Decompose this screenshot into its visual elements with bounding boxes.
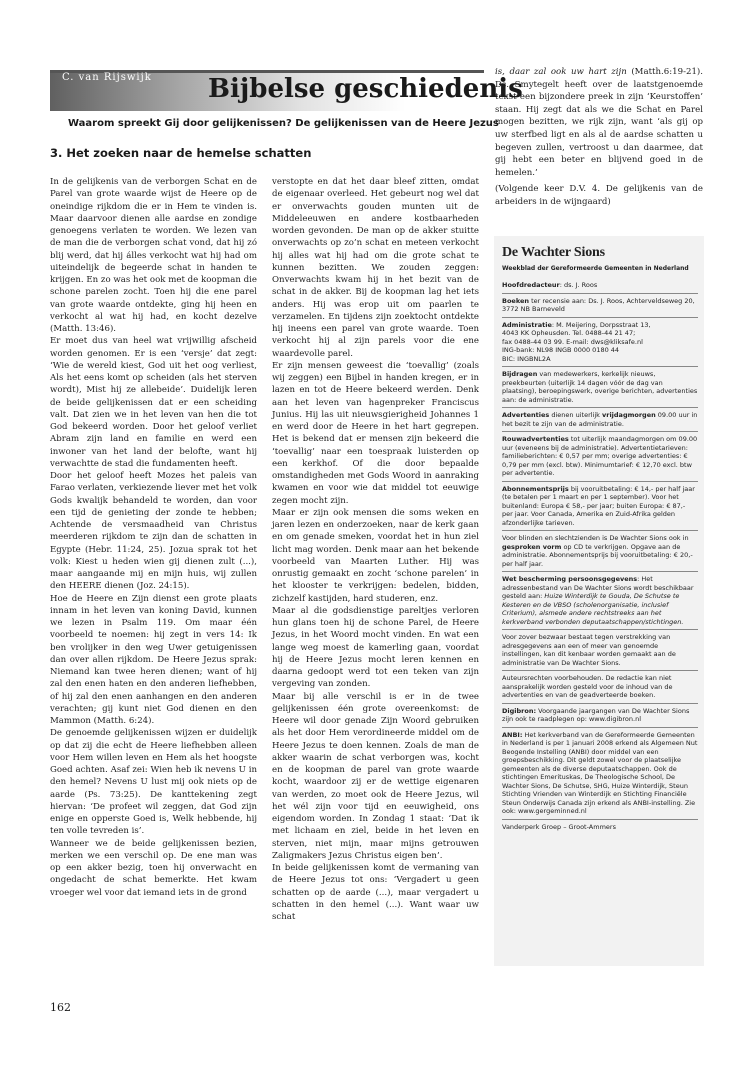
label: Administratie: [502, 320, 552, 329]
value: : Het adressenbestand van De Wachter Sions wordt beschikbaar gesteld aan:: [502, 575, 694, 600]
page-subtitle: Waarom spreekt Gij door gelijkenissen? De gelijkenissen van de Heere Jezus: [68, 118, 499, 129]
label: Digibron:: [502, 706, 537, 715]
colophon-auteursrecht: Auteursrechten voorbehouden. De redactie kan niet aansprakelijk worden gesteld voor de inhoud van de advertenties en van de geadverteerde boeken.: [502, 671, 698, 704]
value: van medewerkers, kerkelijk nieuws, preekbeurten (uiterlijk 14 dagen vóór de dag van plaatsing), beroepingswerk, overige berichten, advertenties aan: de administratie.: [502, 370, 698, 404]
label: Rouwadvertenties: [502, 435, 569, 443]
article-paragraph: Maar bij alle verschil is er in de twee gelijkenissen één grote overeenkomst: de Heere wil door genade Zijn Woord gebruiken als het door Hem verordineerde middel om de Heere Jezus te doen kennen. Zoals de man de akker waarin de schat verborgen was, kocht en de koopman de parel van grote waarde kocht, waardoor zij er de wettige eigenaren van werden, zo moet ook de Heere Jezus, wil het wél zijn voor tijd en eeuwigheid, ons eigendom worden. In Zondag 1 staat: ‘Dat ik met lichaam en ziel, beide in het leven en sterven, niet mijn, maar mijns getrouwen Zaligmakers Jezus Christus eigen ben’.: [272, 691, 479, 861]
article-paragraph: In beide gelijkenissen komt de vermaning van de Heere Jezus tot ons: ‘Vergadert u geen schatten op de aarde (...), maar vergadert u schatten in den hemel (...). Want waar uw schat: [272, 863, 479, 922]
article-column-2: [272, 176, 479, 923]
article-paragraph: Hoe de Heere en Zijn dienst een grote plaats innam in het leven van koning David, kunnen we lezen in Psalm 119. Om maar één voorbeeld te noemen: hij zegt in vers 14: Ik ben vrolijker in den weg Uwer getuigenissen dan over allen rijkdom. De Heere Jezus sprak: Niemand kan twee heren dienen; want of hij zal den enen haten en den anderen liefhebben, of hij zal den enen aanhangen en den anderen verachten; gij kunt niet God dienen en den Mammon (Matth. 6:24).: [50, 593, 257, 726]
next-episode-note: (Volgende keer D.V. 4. De gelijkenis van de arbeiders in de wijngaard): [495, 184, 703, 207]
article-paragraph: Er zijn mensen geweest die ‘toevallig’ (zoals wij zeggen) een Bijbel in handen kregen, er in lazen en tot de Heere bekeerd werden. Denk aan het leven van hagenpreker Franciscus Junius. Hij las uit nieuwsgierigheid Johannes 1 en werd door de Heere in het hart gegrepen. Het is bekend dat er mensen zijn bekeerd die ‘toevallig’ naar een toespraak luisterden op een kerkhof. Of die door bepaalde omstandigheden met Gods Woord in aanraking kwamen en voor wie dat middel tot eeuwige zegen mocht zijn.: [272, 360, 479, 506]
colophon-blinden: [502, 531, 698, 572]
label: Abonnementsprijs: [502, 484, 569, 493]
article-column-3: [495, 66, 703, 209]
article-paragraph: In de gelijkenis van de verborgen Schat en de Parel van grote waarde wijst de Heere op de oneindige rijkdom die er in Hem te vinden is. Maar daarvoor dienen alle aardse en zondige genoegens verlaten te worden. We lezen van de man die de verborgen schat vond, dat hij zó blij werd, dat hij álles verkocht wat hij had om uiteindelijk de begeerde schat in handen te krijgen. En zo was het ook met de koopman die schone parelen zocht. Toen hij die ene parel van grote waarde ontdekte, ging hij heen en verkocht al wat hij had, en kocht dezelve (Matth. 13:46).: [50, 177, 257, 334]
value: BIC: INGBNL2A: [502, 354, 551, 363]
value: dienen uiterlijk: [549, 411, 602, 419]
author-name: C. van Rijswijk: [62, 72, 152, 83]
colophon-advertenties: [502, 408, 698, 432]
colophon-wbp: [502, 572, 698, 630]
colophon-digibron: [502, 704, 698, 728]
page-number: 162: [50, 1001, 71, 1014]
label: vrijdagmorgen: [602, 411, 656, 419]
article-paragraph: Maar al die godsdienstige pareltjes verloren hun glans toen hij de schone Parel, de Heere Jezus, in het Woord mocht vinden. En wat een lange weg moest de kamerling gaan, voordat hij de Heere Jezus mocht leren kennen en daarna gedoopt werd tot een teken van zijn vergeving van zonden.: [272, 605, 479, 690]
label: Bijdragen: [502, 370, 538, 378]
value: tot uiterlijk maandagmorgen om 09.00 uur (eveneens bij de administratie). Advertentietarieven: familieberichten: € 0,57 per mm; overige advertenties: € 0,79 per mm (excl. btw). Minimumtarief: € 12,70 excl. btw per advertentie.: [502, 435, 698, 477]
colophon-drukker: Vanderperk Groep – Groot-Ammers: [502, 822, 616, 831]
value: Huize Winterdijk te Gouda, De Schutse te Kesteren en de VBSO (scholenorganisatie, inclusief Criterium), alsmede andere rechtstreeks aan het kerkverband verbonden deputaatschappen/stichtingen.: [502, 592, 684, 626]
page-title: Bijbelse geschiedenis: [208, 74, 523, 104]
colophon-brand: De Wachter Sions: [502, 245, 605, 260]
value: : ds. J. Roos: [559, 281, 598, 289]
colophon-boeken: [502, 294, 698, 318]
label: Wet bescherming persoonsgegevens: [502, 575, 638, 583]
article-text: (Matth.6:19-21). Ds. Smytegelt heeft over de laatstgenoemde tekst een bijzondere preek in zijn ‘Keurstoffen’ staan. Hij zegt dat als we die Schat en Parel mogen bezitten, we rijk zijn, want ‘als gij op uw sterfbed ligt en als al de aardse schatten u begeven zullen, vertroost u dan daarmee, dat gij hebt een beter en blijvend goed in de hemelen.’: [495, 67, 703, 178]
article-paragraph: [495, 66, 703, 179]
value: op CD te verkrijgen. Opgave aan de administratie. Abonnementsprijs bij vooruitbetaling: € 20,- per half jaar.: [502, 542, 693, 568]
colophon-hoofdredacteur: [502, 278, 698, 294]
article-paragraph: De genoemde gelijkenissen wijzen er duidelijk op dat zij die echt de Heere liefhebben alleen voor Hem willen leven en Hem als het hoogste Goed achten. Asaf zei: Wien heb ik nevens U in den hemel? Nevens U lust mij ook niets op de aarde (Ps. 73:25). De kanttekening zegt hiervan: ‘De profeet wil zeggen, dat God zijn enige en opperste Goed is, Welk hebbende, hij ten volle tevreden is’.: [50, 728, 257, 837]
value: ING-bank: NL98 INGB 0000 0180 44: [502, 346, 620, 354]
article-paragraph: Er moet dus van heel wat vrijwillig afscheid worden genomen. Er is een ‘versje’ dat zegt: ‘Wie de wereld kiest, God uit het oog verliest, Als het eens komt op scheiden (als het sterven wordt), Mist hij ze allebeide’. Duidelijk leren de beide gelijkenissen dat er een scheiding valt. Dat zien we in het leven van hen die tot God bekeerd worden. Door het geloof verliet Abram zijn land en familie en werd een inwoner van het land der belofte, want hij verwachtte de stad die fundamenten heeft.: [50, 336, 257, 469]
colophon-bijdragen: [502, 367, 698, 408]
article-column-1: [50, 176, 257, 899]
label: Boeken: [502, 296, 530, 305]
value: Voor blinden en slechtzienden is De Wachter Sions ook in: [502, 534, 689, 542]
colophon-content: [502, 278, 698, 834]
colophon-tagline: Weekblad der Gereformeerde Gemeenten in Nederland: [502, 265, 689, 272]
value: Voorgaande jaargangen van De Wachter Sions zijn ook te raadplegen op: www.digibron.nl: [502, 706, 690, 723]
value: 09.00 uur in het bezit te zijn van de administratie.: [502, 411, 698, 428]
colophon-box: [494, 236, 704, 966]
article-paragraph: Maar er zijn ook mensen die soms weken en jaren lezen en onderzoeken, naar de kerk gaan en om genade smeken, voordat het in hun ziel licht mag worden. Denk maar aan het bekende voorbeeld van Maarten Luther. Hij was onrustig gemaakt en zocht ‘schone parelen’ in het klooster te verkrijgen: bedelen, bidden, zichzelf kastijden, hard studeren, enz.: [272, 507, 479, 604]
label: Advertenties: [502, 411, 550, 419]
colophon-abonnement: [502, 482, 698, 532]
colophon-administratie: [502, 318, 698, 368]
colophon-bezwaar: Voor zover bezwaar bestaat tegen verstrekking van adresgegevens aan een of meer van genoemde instellingen, kan dit kenbaar worden gemaakt aan de administratie van De Wachter Sions.: [502, 630, 698, 671]
article-paragraph: verstopte en dat het daar bleef zitten, omdat de eigenaar overleed. Het gebeurt nog wel dat er onverwachts gouden munten uit de Middeleeuwen en andere kostbaarheden worden gevonden. De man op de akker stuitte onverwachts op zo’n schat en meteen verkocht hij alles wat hij had om die grote schat te kunnen bezitten. We zouden zeggen: Onverwachts kwam hij in het bezit van de schat in de akker. Bij de koopman lag het iets anders. Hij was erop uit om paarlen te verzamelen. En tijdens zijn zoektocht ontdekte hij ineens een parel van grote waarde. Toen verkocht hij al zijn parels voor die ene waardevolle parel.: [272, 177, 479, 359]
article-paragraph: Door het geloof heeft Mozes het paleis van Farao verlaten, verkiezende liever met het volk Gods kwalijk behandeld te worden, dan voor een tijd de genieting der zonde te hebben; Achtende de versmaadheid van Christus meerderen rijkdom te zijn dan de schatten in Egypte (Hebr. 11:24, 25). Jozua sprak tot het volk: Kiest u heden wien gij dienen zult (...), maar aangaande mij en mijn huis, wij zullen den HEERE dienen (Joz. 24:15).: [50, 471, 257, 592]
email[interactable]: fax 0488-44 03 99. E-mail: dws@kliksafe.nl: [502, 337, 643, 346]
value: 4043 KK Opheusden. Tel. 0488-44 21 47;: [502, 329, 636, 337]
bible-quote: is, daar zal ook uw hart zijn: [495, 67, 627, 77]
label: Hoofdredacteur: [502, 281, 560, 289]
label: gesproken vorm: [502, 542, 562, 551]
value: bij vooruitbetaling: € 14,- per half jaar (te betalen per 1 maart en per 1 september). Voor het buitenland: Europa € 58,- per jaar; buiten Europa: € 87,- per jaar. Voor Canada, Amerika en Zuid-Afrika gelden afzonderlijke tarieven.: [502, 484, 695, 527]
colophon-anbi: [502, 728, 698, 820]
label: ANBI:: [502, 730, 523, 739]
section-heading: 3. Het zoeken naar de hemelse schatten: [50, 146, 312, 160]
value: Het kerkverband van de Gereformeerde Gemeenten in Nederland is per 1 januari 2008 erkend als Algemeen Nut Beogende Instelling (ANBI) door middel van een groepsbeschikking. Dit geldt zowel voor de plaatselijke gemeenten als de diverse deputaatschappen. Ook de stichtingen Emerituskas, De Theologische School, De Wachter Sions, De Schutse, SHG, Huize Winterdijk, Steun Stichting Vrienden van Winterdijk en Stichting Financiële Steun Onderwijs Canada zijn erkend als ANBI-instelling. Zie ook: www.gergeminned.nl: [502, 730, 698, 815]
value: : M. Meijering, Dorpsstraat 13,: [551, 320, 651, 329]
value: ter recensie aan: Ds. J. Roos, Achterveldseweg 20, 3772 NB Barneveld: [502, 296, 695, 313]
colophon-rouwadvertenties: [502, 432, 698, 482]
article-paragraph: Wanneer we de beide gelijkenissen bezien, merken we een verschil op. De ene man was op een akker bezig, toen hij onverwacht en ongedacht de schat bemerkte. Het kwam vroeger wel voor dat iemand iets in de grond: [50, 838, 257, 898]
